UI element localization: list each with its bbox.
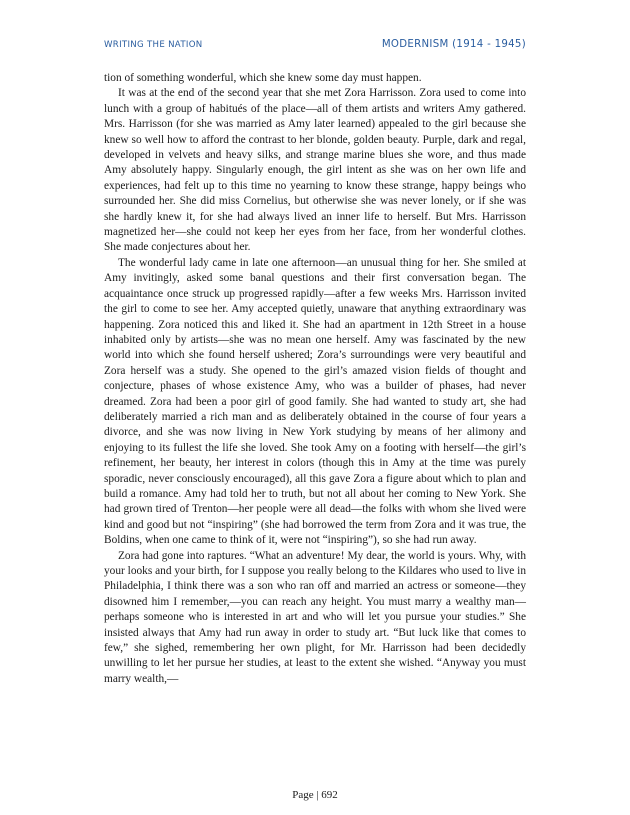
body-text (104, 71, 526, 687)
running-header (104, 39, 526, 50)
header-section-title: MODERNISM (1914 - 1945) (381, 39, 526, 50)
header-book-title: WRITING THE NATION (104, 40, 203, 50)
paragraph: The wonderful lady came in late one afternoon—an unusual thing for her. She smiled at Amy invitingly, asked some banal questions and their first conversation began. The acquaintance once struck up progressed rapidly—after a few weeks Mrs. Harrisson invited the girl to come to see her. Amy accepted quietly, unaware that anything extraordinary was happening. Zora noticed this and liked it. She had an apartment in 12th Street in a house inhabited only by artists—she was no mean one herself. Amy was fascinated by the new world into which she found herself ushered; Zora’s surroundings were very beautiful and Zora herself was a study. She opened to the girl’s amazed vision fields of thought and conjecture, phases of whose existence Amy, who was a builder of phases, had never dreamed. Zora had been a poor girl of good family. She had wanted to study art, she had deliberately married a rich man and as deliberately obtained in the course of four years a divorce, and she was now living in New York studying by means of her alimony and enjoying to its fullest the life she loved. She took Amy on a footing with herself—the girl’s refinement, her beauty, her interest in colors (though this in Amy at the time was purely sporadic, never consciously encouraged), all this gave Zora a figure about which to plan and build a romance. Amy had told her to truth, but not all about her coming to New York. She had grown tired of Trenton—her people were all dead—the folks with whom she lived were kind and good but not “inspiring” (she had borrowed the term from Zora and it was true, the Boldins, when one came to think of it, were not “inspiring”), so she had run away. (104, 256, 526, 547)
paragraph: Zora had gone into raptures. “What an adventure! My dear, the world is yours. Why, with your looks and your birth, for I suppose you really belong to the Kildares who used to live in Philadelphia, I think there was a son who ran off and married an actress or someone—they disowned him I remember,—you can reach any height. You must marry a wealthy man—perhaps someone who is interested in art and who will let you pursue your studies.” She insisted always that Amy had run away in order to study art. “But luck like that comes to few,” she sighed, remembering her own plight, for Mr. Harrisson had been decidedly unwilling to let her pursue her studies, at least to the extent she wished. “Anyway you must marry wealth,— (104, 549, 526, 685)
paragraph-continued: tion of something wonderful, which she knew some day must happen. (104, 72, 422, 84)
page-number: Page | 692 (292, 789, 338, 801)
paragraph: It was at the end of the second year that she met Zora Harrisson. Zora used to come into lunch with a group of habitués of the place—all of them artists and writers Amy gathered. Mrs. Harrisson (for she was married as Amy later learned) appealed to the girl because she knew so well how to afford the contrast to her blonde, golden beauty. Purple, dark and regal, developed in velvets and heavy silks, and strange marine blues she wore, and thus made Amy absolutely happy. Singularly enough, the girl intent as she was on her own life and experiences, had felt up to this time no yearning to know these strange, happy beings who surrounded her. She did miss Cornelius, but otherwise she was never lonely, or if she was she hardly knew it, for she had always lived an inner life to herself. But Mrs. Harrisson magnetized her—she could not keep her eyes from her face, from her wonderful clothes. She made conjectures about her. (104, 87, 526, 254)
